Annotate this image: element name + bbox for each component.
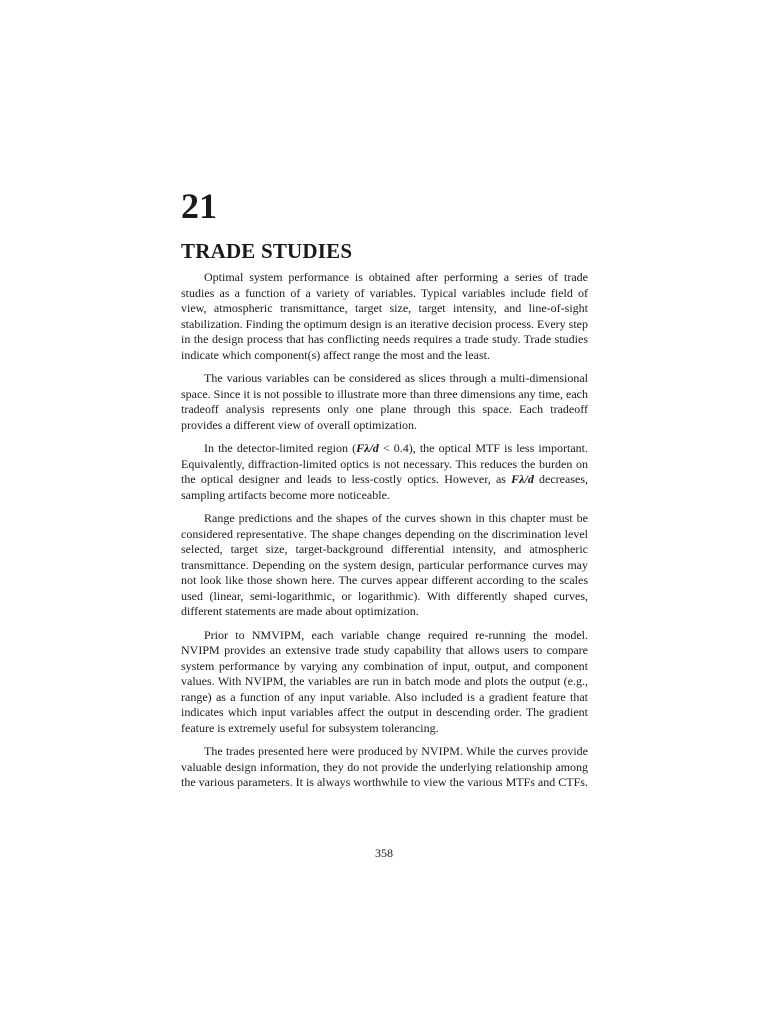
paragraph-range-predictions: Range predictions and the shapes of the curves shown in this chapter must be considered representative. The shape changes depending on the discrimination level selected, target size, target-background differential intensity, and atmospheric transmittance. Depending on the system design, particular performance curves may not look like those shown here. The curves appear different according to the scales used (linear, semi-logarithmic, or logarithmic). With differently shaped curves, different statements are made about optimization.: [181, 511, 588, 618]
paragraph-text-segment: decreases, sampling artifacts become more noticeable.: [181, 472, 588, 502]
paragraph-trades: The trades presented here were produced by NVIPM. While the curves provide valuable design information, they do not provide the underlying relationship among the various parameters. It is always worthwhile to view the various MTFs and CTFs.: [181, 744, 588, 789]
paragraph-intro: Optimal system performance is obtained after performing a series of trade studies as a function of a variety of variables. Typical variables include field of view, atmospheric transmittance, target size, target intensity, and line-of-sight stabilization. Finding the optimum design is an iterative decision process. Every step in the design process that has conflicting needs requires a trade study. Trade studies indicate which component(s) affect range the most and the least.: [181, 270, 588, 362]
chapter-title: TRADE STUDIES: [181, 239, 353, 263]
page-number: 358: [375, 846, 393, 860]
paragraph-variables: The various variables can be considered as slices through a multi-dimensional space. Since it is not possible to illustrate more than three dimensions any time, each tradeoff analysis represents only one plane through this space. Each tradeoff provides a different view of overall optimization.: [181, 371, 588, 432]
paragraph-detector-limited: [181, 441, 588, 503]
paragraph-text-segment: < 0.4), the optical MTF is less important. Equivalently, diffraction-limited optics is not necessary. This reduces the burden on the optical designer and leads to less-costly optics. However, as: [181, 441, 588, 486]
paragraph-text-segment: In the detector-limited region (: [204, 441, 357, 455]
f-lambda-d-symbol: Fλ/d: [511, 472, 534, 486]
chapter-number: 21: [181, 186, 217, 226]
paragraph-nvipm: Prior to NMVIPM, each variable change required re-running the model. NVIPM provides an extensive trade study capability that allows users to compare system performance by varying any combination of input, output, and component values. With NVIPM, the variables are run in batch mode and plots the output (e.g., range) as a function of any input variable. Also included is a gradient feature that indicates which input variables affect the output in descending order. The gradient feature is extremely useful for subsystem tolerancing.: [181, 627, 588, 735]
page-content: [181, 186, 588, 799]
f-lambda-d-symbol: Fλ/d: [356, 441, 379, 455]
